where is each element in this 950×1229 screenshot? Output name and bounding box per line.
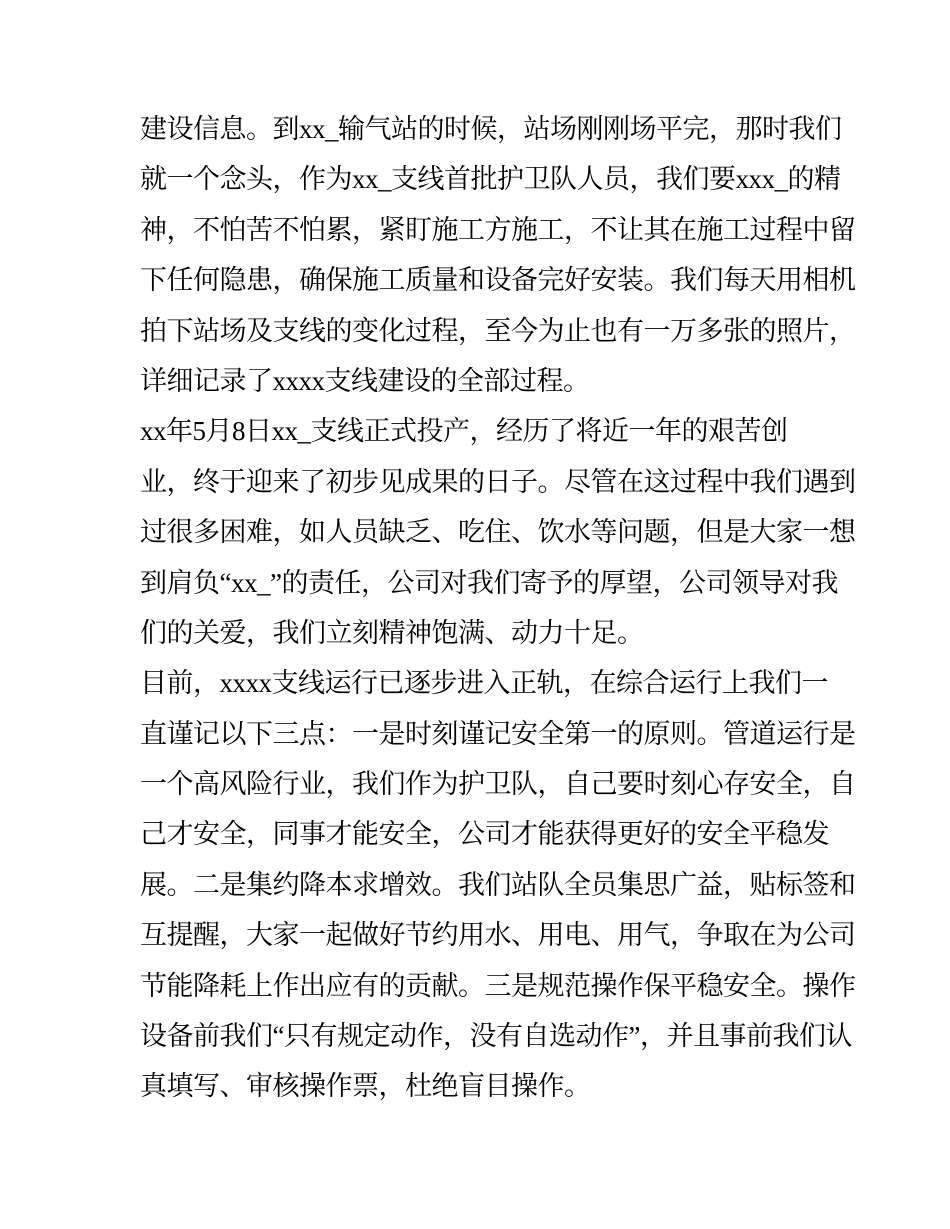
text-line: 目前，xxxx支线运行已逐步进入正轨，在综合运行上我们一 <box>140 668 828 699</box>
text-line: 过很多困难，如人员缺乏、吃住、饮水等问题，但是大家一想 <box>140 517 856 548</box>
text-line: 拍下站场及支线的变化过程，至今为止也有一万多张的照片， <box>140 315 856 346</box>
text-line: xx年5月8日xx_支线正式投产，经历了将近一年的艰苦创 <box>140 416 788 447</box>
text-line: 业，终于迎来了初步见成果的日子。尽管在这过程中我们遇到 <box>140 466 856 497</box>
text-line: 神，不怕苦不怕累，紧盯施工方施工，不让其在施工过程中留 <box>140 214 856 245</box>
text-line: 设备前我们“只有规定动作，没有自选动作”，并且事前我们认 <box>140 1021 852 1052</box>
text-line: 建设信息。到xx_输气站的时候，站场刚刚场平完，那时我们 <box>140 114 842 144</box>
text-line: 节能降耗上作出应有的贡献。三是规范操作保平稳安全。操作 <box>140 970 856 1001</box>
text-line: 己才安全，同事才能安全，公司才能获得更好的安全平稳发 <box>140 819 829 850</box>
text-line: 直谨记以下三点：一是时刻谨记安全第一的原则。管道运行是 <box>140 718 856 749</box>
text-line: 展。二是集约降本求增效。我们站队全员集思广益，贴标签和 <box>140 869 856 900</box>
text-line: 真填写、审核操作票，杜绝盲目操作。 <box>140 1071 591 1102</box>
text-line: 互提醒，大家一起做好节约用水、用电、用气，争取在为公司 <box>140 920 856 951</box>
document-text-block <box>140 104 856 1112</box>
text-line: 一个高风险行业，我们作为护卫队，自己要时刻心存安全，自 <box>140 769 856 800</box>
text-line: 下任何隐患，确保施工质量和设备完好安装。我们每天用相机 <box>140 265 856 296</box>
text-line: 详细记录了xxxx支线建设的全部过程。 <box>140 365 590 396</box>
text-line: 到肩负“xx_”的责任，公司对我们寄予的厚望，公司领导对我 <box>140 567 838 598</box>
text-line: 就一个念头，作为xx_支线首批护卫队人员，我们要xxx_的精 <box>140 164 841 195</box>
text-line: 们的关爱，我们立刻精神饱满、动力十足。 <box>140 617 644 648</box>
